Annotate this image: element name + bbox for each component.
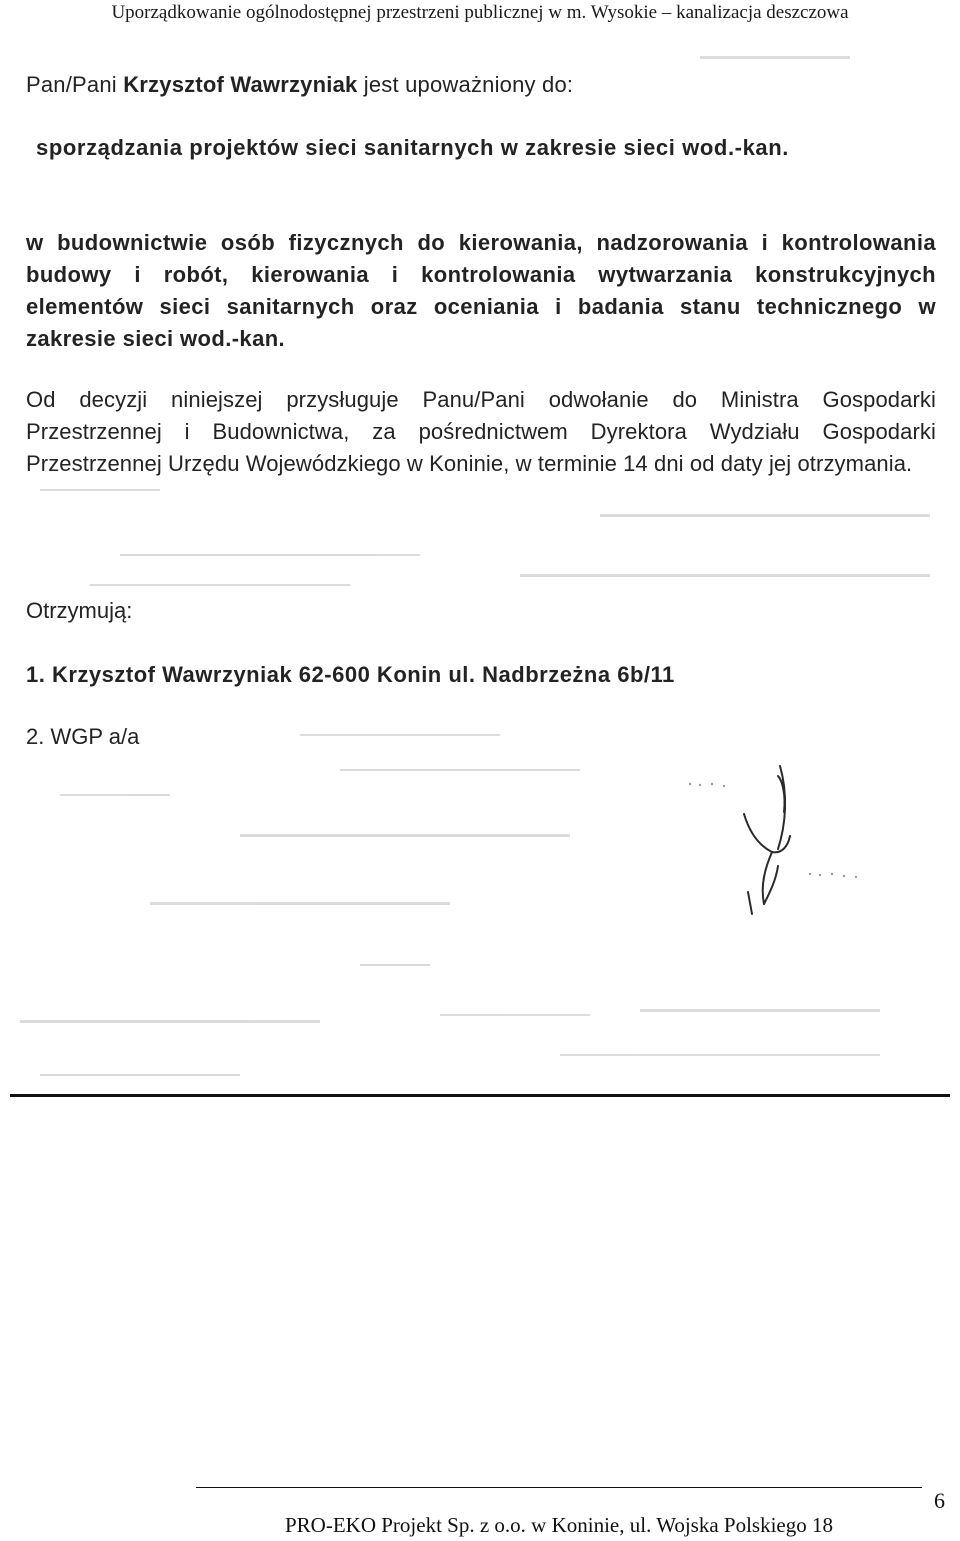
intro-prefix: Pan/Pani: [26, 72, 117, 97]
section-divider: [10, 1094, 950, 1097]
authorization-intro: [26, 72, 573, 98]
recipient-item: 1. Krzysztof Wawrzyniak 62-600 Konin ul. Nadbrzeżna 6b/11: [26, 662, 675, 687]
appeal-paragraph: Od decyzji niniejszej przysługuje Panu/Pani odwołanie do Ministra Gospodarki Przestrzennej i Budownictwa, za pośrednictwem Dyrektora Wydziału Gospodarki Przestrzennej Urzędu Wojewódzkiego w Koninie, w terminie 14 dni od daty jej otrzymania.: [26, 387, 936, 476]
handwritten-signature: [660, 754, 890, 944]
scan-noise: [0, 34, 960, 1124]
authorized-person-name: Krzysztof Wawrzyniak: [123, 72, 358, 97]
scanned-document: [0, 34, 960, 1084]
footer-rule: [196, 1487, 922, 1488]
recipient-item: 2. WGP a/a: [26, 724, 140, 749]
scope-paragraph: sporządzania projektów sieci sanitarnych w zakresie sieci wod.-kan.: [36, 135, 790, 160]
building-paragraph: w budownictwie osób fizycznych do kierowania, nadzorowania i kontrolowania budowy i robót, kierowania i kontrolowania wytwarzania konstrukcyjnych elementów sieci sanitarnych oraz oceniania i badania stanu technicznego w zakresie sieci wod.-kan.: [26, 230, 936, 351]
document-title: Uporządkowanie ogólnodostępnej przestrzeni publicznej w m. Wysokie – kanalizacja deszczowa: [111, 2, 849, 23]
intro-suffix: jest upoważniony do:: [363, 72, 574, 97]
footer-company: PRO-EKO Projekt Sp. z o.o. w Koninie, ul. Wojska Polskiego 18: [285, 1513, 833, 1537]
page-number: 6: [934, 1488, 945, 1513]
recipients-title: Otrzymują:: [26, 598, 133, 623]
page-header: [0, 0, 960, 28]
